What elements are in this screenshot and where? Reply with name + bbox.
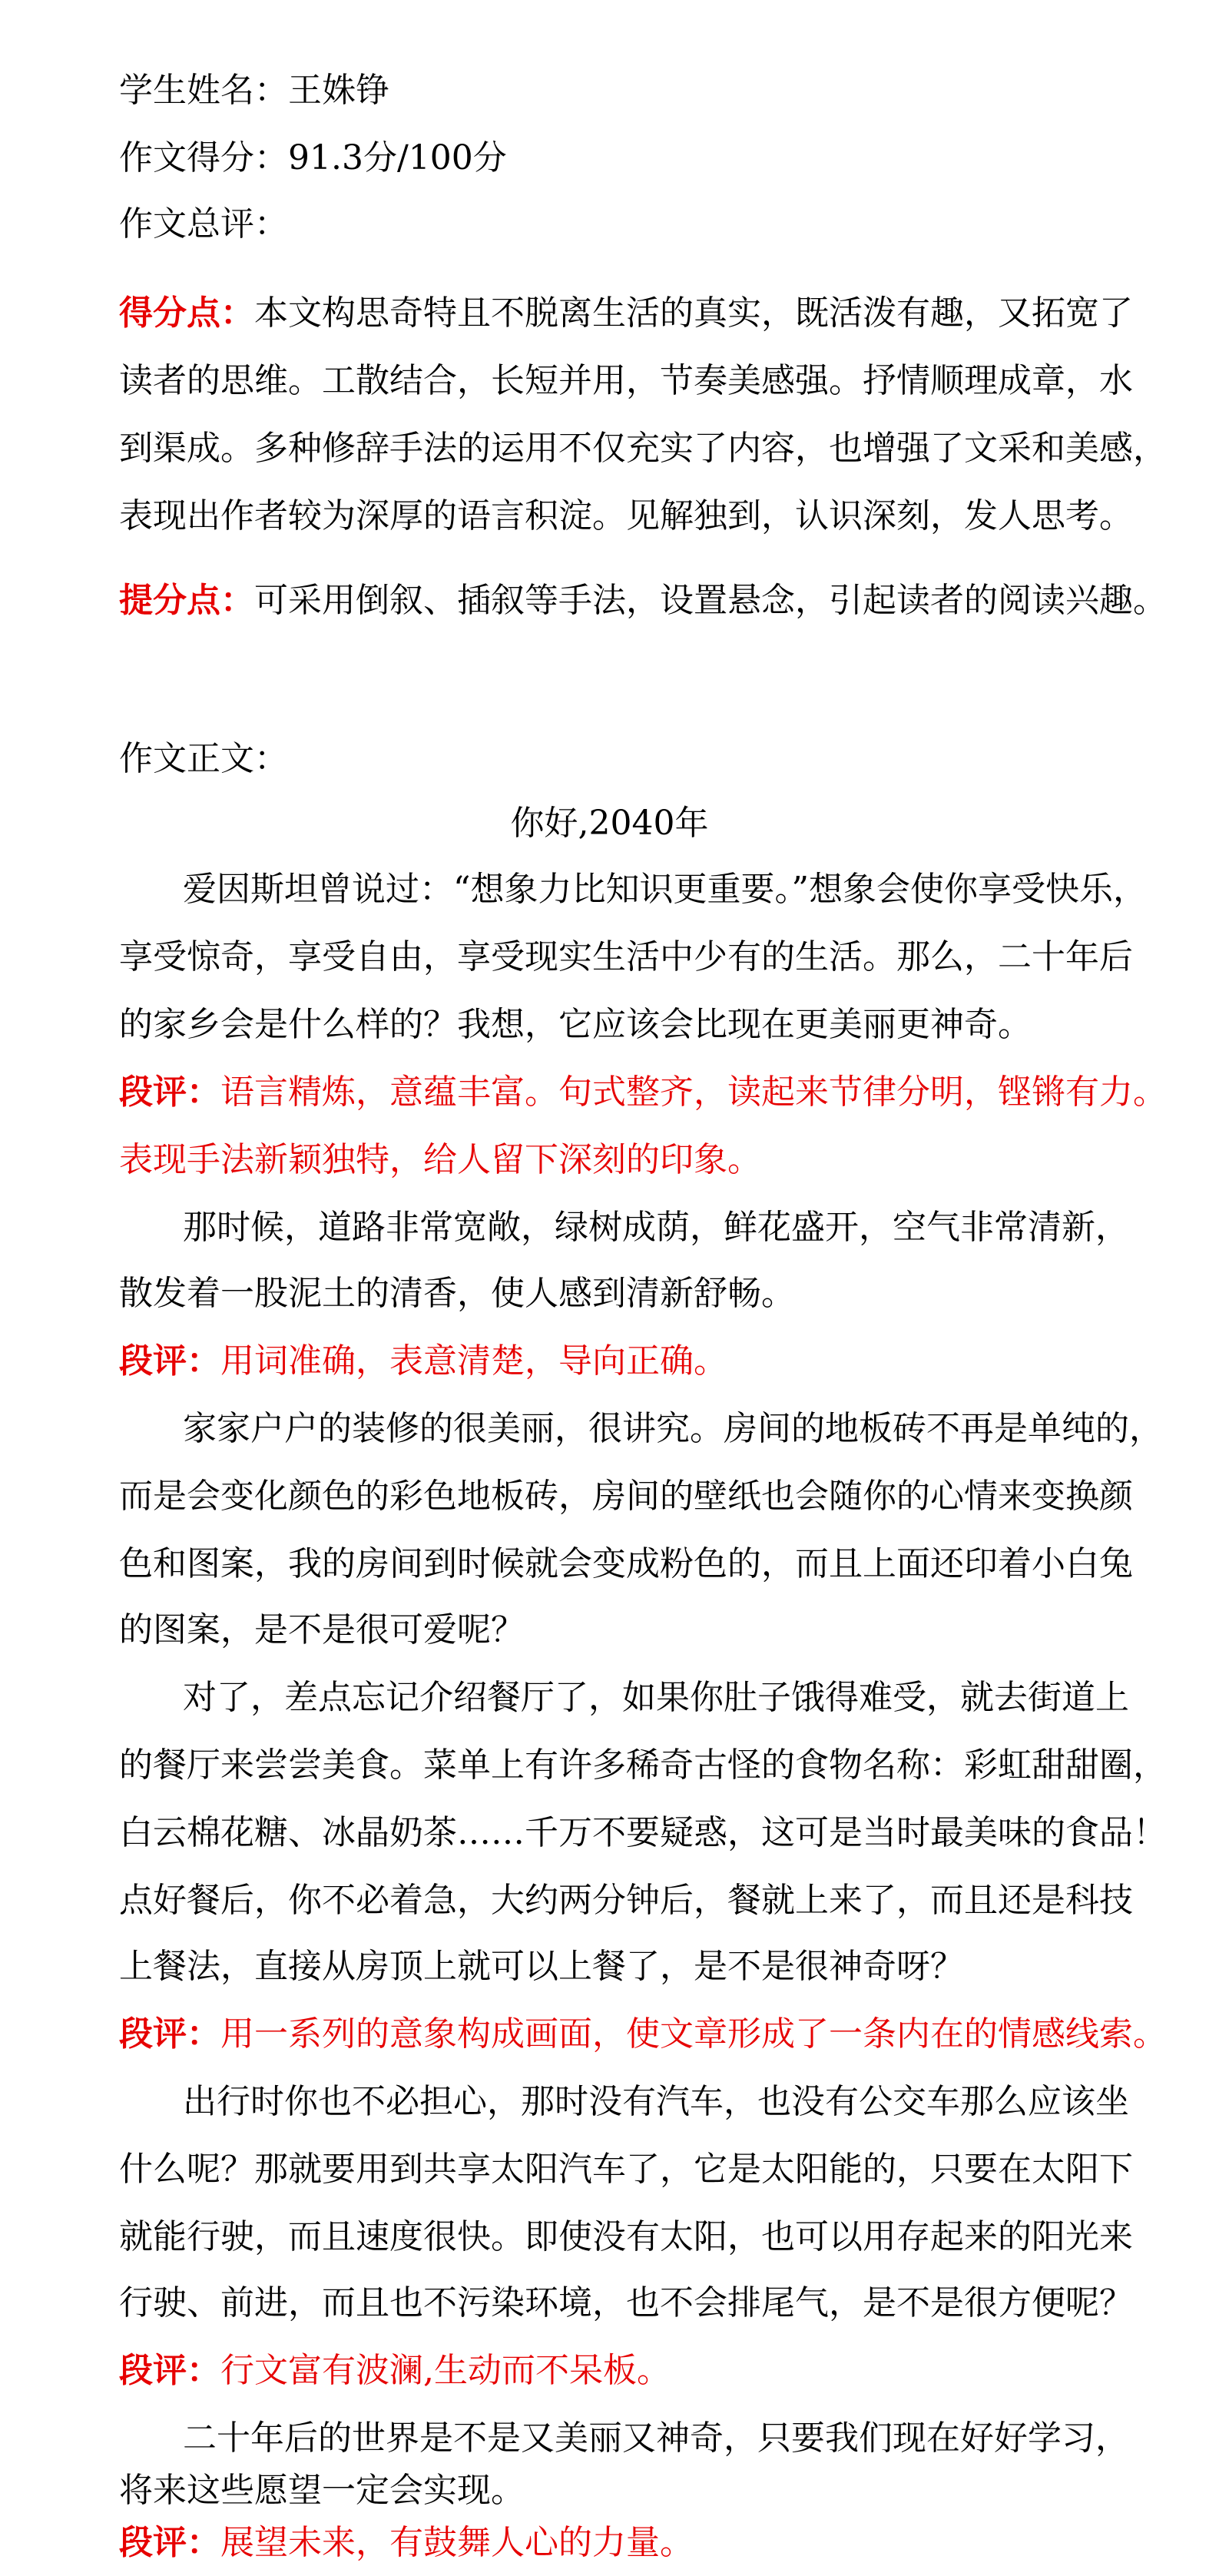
score-value: 91.3分/100分 — [288, 138, 507, 177]
student-name-label: 学生姓名： — [119, 71, 288, 110]
comment-5: 段评：展望未来，有鼓舞人心的力量。 — [119, 2523, 694, 2562]
comment-1-line-2: 表现手法新颖独特，给人留下深刻的印象。 — [119, 1140, 761, 1179]
comment-label: 段评： — [119, 1073, 220, 1112]
strengths-label: 得分点： — [119, 293, 254, 333]
paragraph-3-line-4: 的图案，是不是很可爱呢？ — [119, 1610, 525, 1649]
improvement-text: 可采用倒叙、插叙等手法，设置悬念，引起读者的阅读兴趣。 — [254, 581, 1167, 620]
comment-2: 段评：用词准确，表意清楚，导向正确。 — [119, 1341, 727, 1381]
improvement-row — [119, 578, 1167, 624]
paragraph-4-line-5: 上餐法，直接从房顶上就可以上餐了，是不是很神奇呀？ — [119, 1947, 964, 1986]
comment-1-line-1: 段评：语言精炼，意蕴丰富。句式整齐，读起来节律分明，铿锵有力。 — [119, 1073, 1167, 1112]
comment-label: 段评： — [119, 1341, 220, 1381]
comment-4: 段评：行文富有波澜,生动而不呆板。 — [119, 2351, 671, 2390]
paragraph-5-line-1: 出行时你也不必担心，那时没有汽车，也没有公交车那么应该坐 — [183, 2082, 1129, 2121]
paragraph-2-line-1: 那时候，道路非常宽敞，绿树成荫，鲜花盛开，空气非常清新， — [183, 1208, 1129, 1247]
student-name-row — [119, 68, 389, 114]
paragraph-6-line-1: 二十年后的世界是不是又美丽又神奇，只要我们现在好好学习， — [183, 2419, 1129, 2458]
essay-title: 你好,2040年 — [510, 804, 709, 843]
paragraph-3-line-3: 色和图案，我的房间到时候就会变成粉色的，而且上面还印着小白兔 — [119, 1544, 1133, 1583]
score-label: 作文得分： — [119, 138, 288, 177]
paragraph-3-line-1: 家家户户的装修的很美丽，很讲究。房间的地板砖不再是单纯的， — [183, 1409, 1163, 1448]
comment-3: 段评：用一系列的意象构成画面，使文章形成了一条内在的情感线索。 — [119, 2014, 1167, 2054]
paragraph-1-line-3: 的家乡会是什么样的？我想，它应该会比现在更美丽更神奇。 — [119, 1005, 1032, 1044]
paragraph-4-line-2: 的餐厅来尝尝美食。菜单上有许多稀奇古怪的食物名称：彩虹甜甜圈， — [119, 1746, 1167, 1785]
strengths-line-1: 得分点：本文构思奇特且不脱离生活的真实，既活泼有趣，又拓宽了 — [119, 293, 1133, 333]
paragraph-1-line-1: 爱因斯坦曾说过：“想象力比知识更重要。”想象会使你享受快乐， — [183, 870, 1147, 909]
paragraph-4-line-1: 对了，差点忘记介绍餐厅了，如果你肚子饿得难受，就去街道上 — [183, 1678, 1129, 1717]
student-name-value: 王姝铮 — [288, 71, 389, 110]
paragraph-5-line-3: 就能行驶，而且速度很快。即使没有太阳，也可以用存起来的阳光来 — [119, 2217, 1133, 2256]
paragraph-4-line-3: 白云棉花糖、冰晶奶茶……千万不要疑惑，这可是当时最美味的食品！ — [119, 1813, 1167, 1852]
strengths-line-4: 表现出作者较为深厚的语言积淀。见解独到，认识深刻，发人思考。 — [119, 496, 1133, 535]
comment-label: 段评： — [119, 2014, 220, 2054]
paragraph-3-line-2: 而是会变化颜色的彩色地板砖，房间的壁纸也会随你的心情来变换颜 — [119, 1477, 1133, 1516]
overall-comment-heading: 作文总评： — [119, 204, 288, 244]
strengths-line-3: 到渠成。多种修辞手法的运用不仅充实了内容，也增强了文采和美感， — [119, 429, 1167, 468]
paragraph-5-line-2: 什么呢？那就要用到共享太阳汽车了，它是太阳能的，只要在太阳下 — [119, 2150, 1133, 2189]
paragraph-6-line-2: 将来这些愿望一定会实现。 — [119, 2471, 525, 2510]
essay-body-heading: 作文正文： — [119, 739, 288, 778]
improvement-label: 提分点： — [119, 581, 254, 620]
comment-label: 段评： — [119, 2351, 220, 2390]
strengths-line-2: 读者的思维。工散结合，长短并用，节奏美感强。抒情顺理成章，水 — [119, 361, 1133, 400]
paragraph-5-line-4: 行驶、前进，而且也不污染环境，也不会排尾气，是不是很方便呢？ — [119, 2283, 1133, 2322]
comment-label: 段评： — [119, 2523, 220, 2562]
paragraph-4-line-4: 点好餐后，你不必着急，大约两分钟后，餐就上来了，而且还是科技 — [119, 1881, 1133, 1920]
paragraph-1-line-2: 享受惊奇，享受自由，享受现实生活中少有的生活。那么，二十年后 — [119, 937, 1133, 976]
paragraph-2-line-2: 散发着一股泥土的清香，使人感到清新舒畅。 — [119, 1274, 795, 1313]
score-row — [119, 135, 507, 181]
